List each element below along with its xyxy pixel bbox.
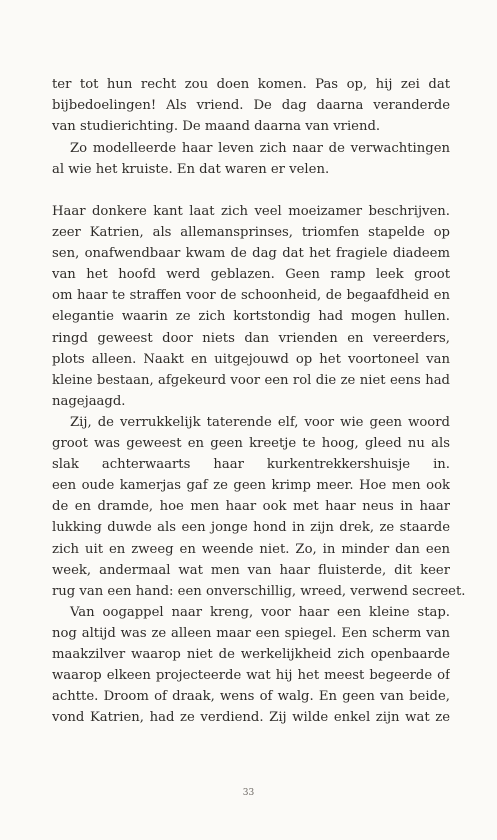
text-line: vond Katrien, had ze verdiend. Zij wilde enkel zijn wat ze bbox=[52, 710, 450, 726]
text-line: kleine bestaan, afgekeurd voor een rol die ze niet eens had bbox=[52, 372, 450, 388]
text-line: nagejaagd. bbox=[52, 393, 126, 409]
text-line: Zo modelleerde haar leven zich naar de verwachtingen bbox=[70, 141, 450, 156]
text-line: Zij, de verrukkelijk taterende elf, voor wie geen woord bbox=[70, 415, 450, 430]
text-line: Van oogappel naar kreng, voor haar een kleine stap. bbox=[70, 605, 450, 620]
text-line: elegantie waarin ze zich kortstondig had mogen hullen. bbox=[52, 309, 450, 325]
text-line: maakzilver waarop niet de werkelijkheid zich openbaarde bbox=[52, 647, 450, 663]
text-line: plots alleen. Naakt en uitgejouwd op het voortoneel van bbox=[52, 351, 450, 367]
text-line: Haar donkere kant laat zich veel moeizamer beschrijven. bbox=[52, 204, 450, 219]
text-line: groot was geweest en geen kreetje te hoog, gleed nu als bbox=[52, 436, 450, 452]
text-line: nog altijd was ze alleen maar een spiegel. Een scherm van bbox=[52, 626, 450, 642]
text-line: om haar te straffen voor de schoonheid, de begaafdheid en bbox=[52, 288, 450, 304]
page-number: 33 bbox=[242, 788, 255, 798]
text-line: zich uit en zweeg en weende niet. Zo, in minder dan een bbox=[52, 541, 450, 557]
paragraph-2 bbox=[52, 138, 450, 180]
text-line: al wie het kruiste. En dat waren er velen. bbox=[52, 162, 330, 178]
text-line: achtte. Droom of draak, wens of walg. En geen van beide, bbox=[52, 689, 450, 705]
text-line: ringd geweest door niets dan vrienden en vereerders, bbox=[52, 330, 450, 346]
text-line: rug van een hand: een onverschillig, wreed, verwend secreet. bbox=[52, 583, 466, 599]
paragraph-1 bbox=[52, 74, 450, 137]
text-line: van studierichting. De maand daarna van vriend. bbox=[52, 119, 381, 135]
text-line: lukking duwde als een jonge hond in zijn drek, ze staarde bbox=[52, 520, 450, 536]
text-line: ter tot hun recht zou doen komen. Pas op, hij zei dat bbox=[52, 77, 450, 92]
paragraph-3 bbox=[52, 201, 450, 412]
text-line: sen, onafwendbaar kwam de dag dat het fragiele diadeem bbox=[52, 246, 450, 262]
text-line: van het hoofd werd geblazen. Geen ramp leek groot bbox=[52, 267, 450, 283]
text-line: bijbedoelingen! Als vriend. De dag daarna veranderde bbox=[52, 98, 450, 114]
text-line: een oude kamerjas gaf ze geen krimp meer. Hoe men ook bbox=[52, 478, 450, 494]
paragraph-5 bbox=[52, 602, 450, 729]
text-line: zeer Katrien, als allemansprinses, triomfen stapelde op bbox=[52, 225, 450, 241]
text-line: week, andermaal wat men van haar fluisterde, dit keer bbox=[52, 562, 450, 578]
text-line: slak achterwaarts haar kurkentrekkershuisje in. bbox=[52, 457, 450, 473]
text-line: de en dramde, hoe men haar ook met haar neus in haar bbox=[52, 499, 450, 515]
paragraph-4 bbox=[52, 412, 466, 602]
text-line: waarop elkeen projecteerde wat hij het meest begeerde of bbox=[52, 668, 450, 684]
